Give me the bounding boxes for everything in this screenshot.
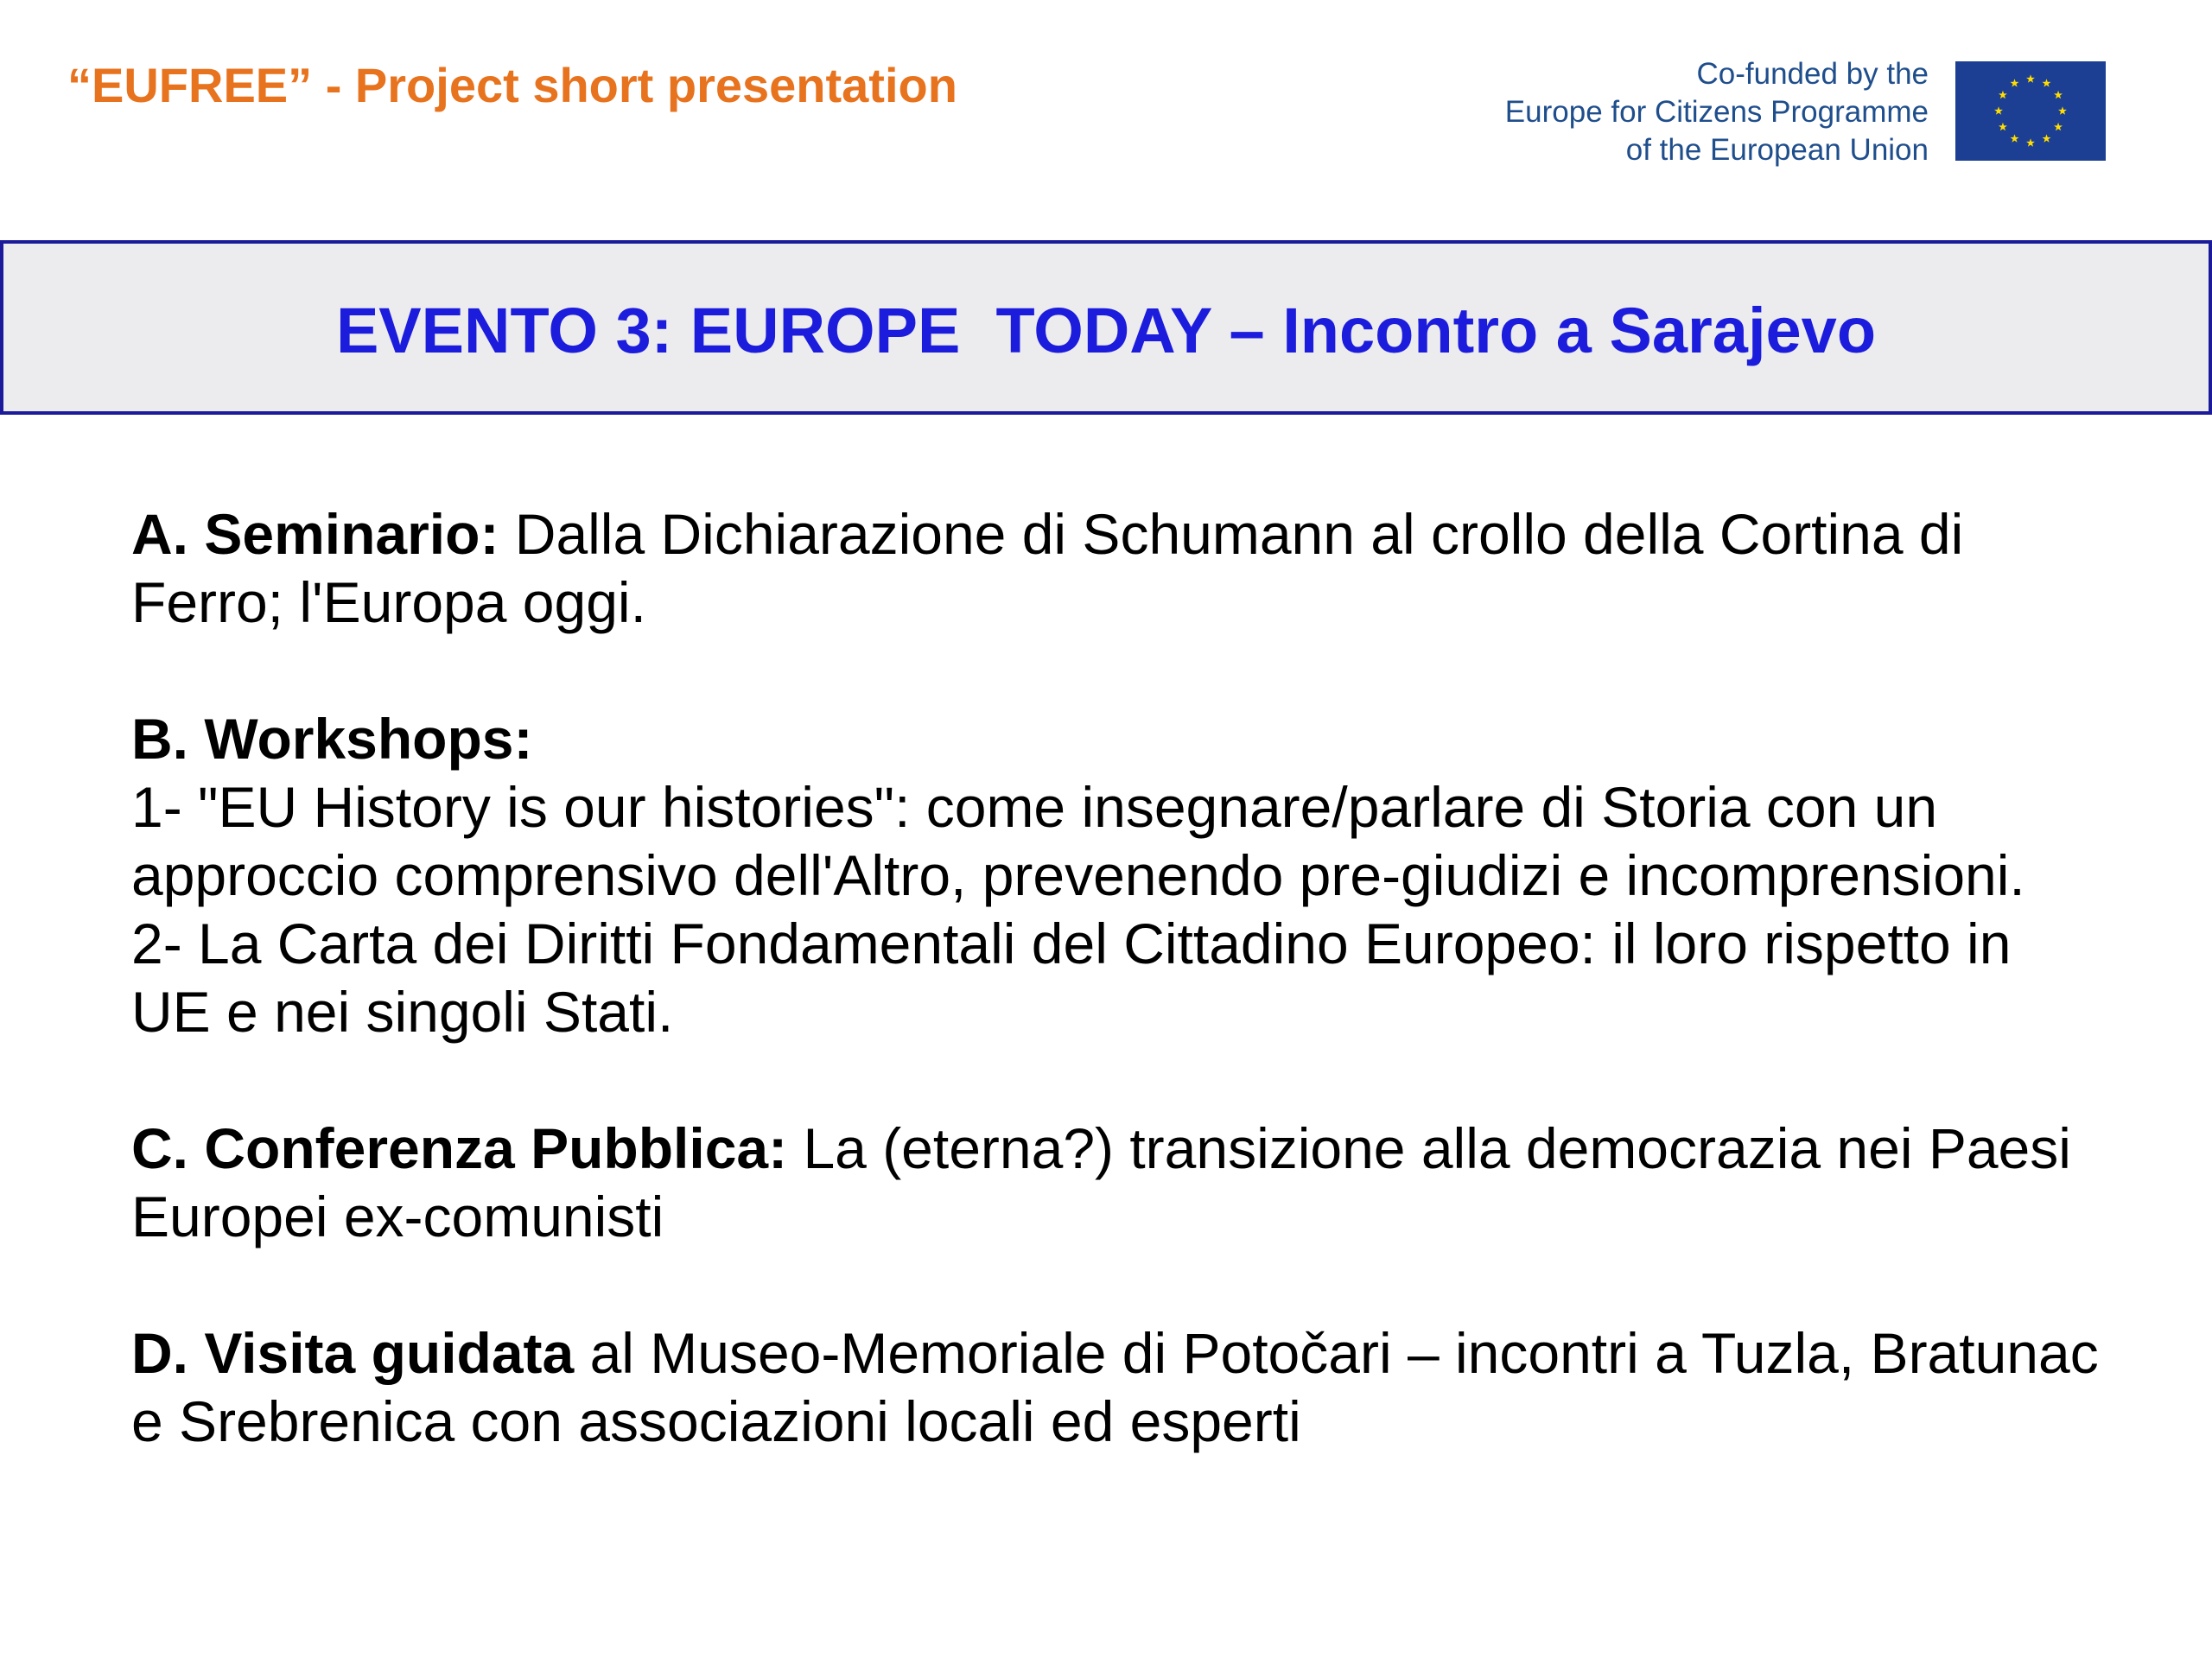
section-seminario-text: Dalla Dichiarazione di Schumann al crollo della Cortina di Ferro; l'Europa oggi.	[131, 502, 1964, 634]
section-seminario	[131, 500, 2101, 637]
section-visita-heading: D. Visita guidata	[131, 1321, 575, 1385]
event-banner	[0, 240, 2212, 415]
workshop-item-2: 2- La Carta dei Diritti Fondamentali del Cittadino Europeo: il loro rispetto in UE e nei singoli Stati.	[131, 912, 2012, 1044]
presentation-title: “EUFREE” - Project short presentation	[67, 58, 957, 112]
eu-flag-icon	[1955, 61, 2106, 161]
section-conferenza	[131, 1115, 2101, 1251]
cofunded-line-3: of the European Union	[1625, 133, 1929, 167]
cofunded-text	[1505, 55, 1929, 169]
section-seminario-heading: A. Seminario:	[131, 502, 499, 566]
workshop-item-1: 1- "EU History is our histories": come insegnare/parlare di Storia con un approccio comprensivo dell'Altro, prevenendo pre-giudizi e incomprensioni.	[131, 775, 2025, 907]
section-conferenza-heading: C. Conferenza Pubblica:	[131, 1116, 788, 1180]
event-program	[131, 500, 2101, 1524]
section-workshops-heading: B. Workshops:	[131, 707, 533, 771]
section-visita-text: al Museo-Memoriale di Potočari – incontri a Tuzla, Bratunac e Srebrenica con associazioni locali ed esperti	[131, 1321, 2099, 1453]
section-workshops	[131, 705, 2101, 1046]
section-conferenza-text: La (eterna?) transizione alla democrazia nei Paesi Europei ex-comunisti	[131, 1116, 2071, 1248]
cofunded-line-1: Co-funded by the	[1696, 57, 1929, 91]
cofunded-line-2: Europe for Citizens Programme	[1504, 95, 1929, 129]
event-title: EVENTO 3: EUROPE TODAY – Incontro a Sarajevo	[335, 295, 1877, 366]
section-visita	[131, 1319, 2101, 1456]
